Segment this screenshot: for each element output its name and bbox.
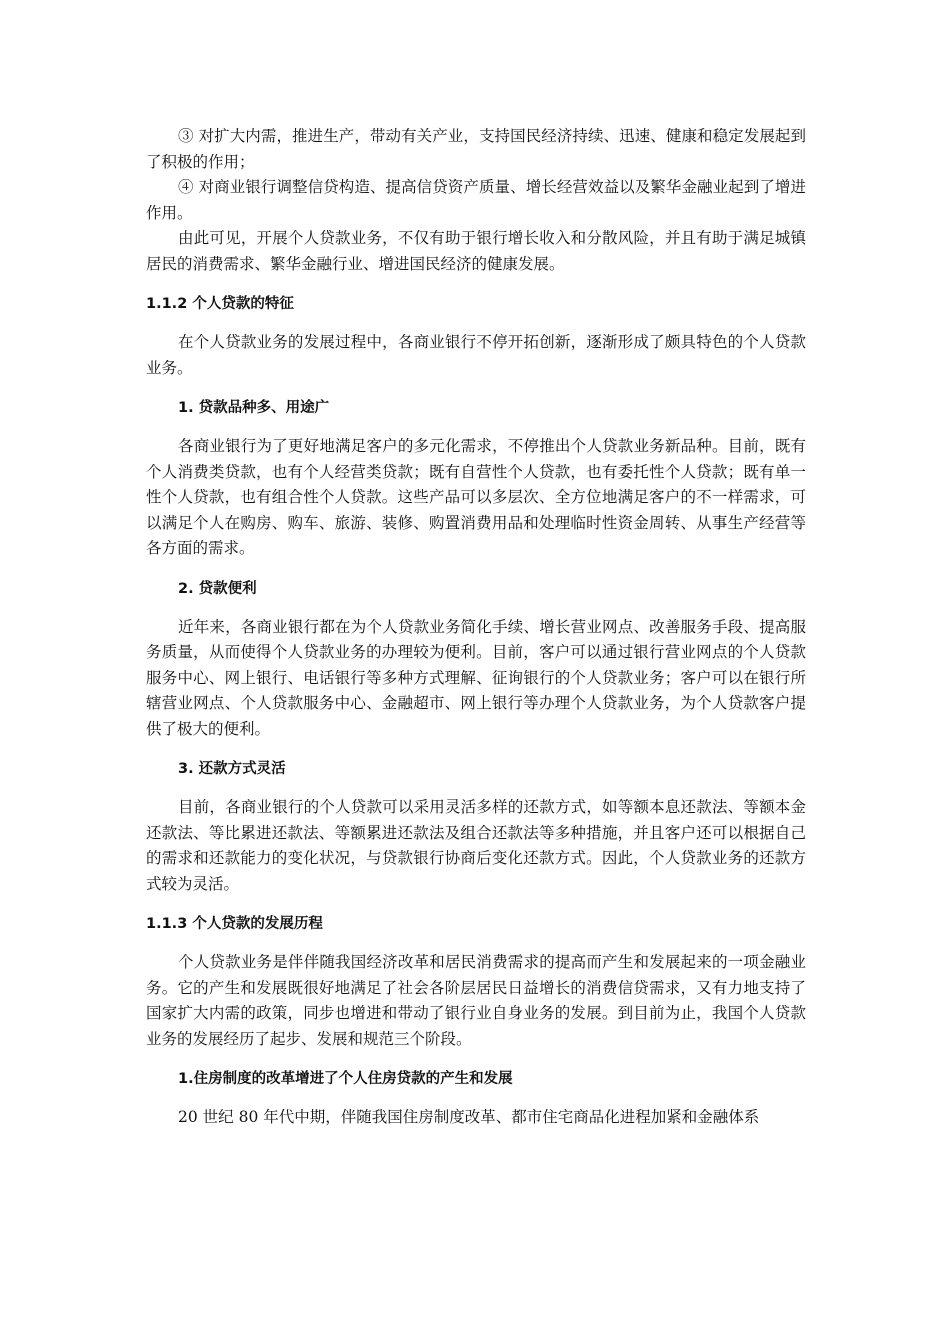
paragraph-housing-reform: 20 世纪 80 年代中期，伴随我国住房制度改革、都市住宅商品化进程加紧和金融体系: [178, 1108, 760, 1126]
document-page: [146, 124, 806, 1131]
subheading-housing-reform: 1.住房制度的改革增进了个人住房贷款的产生和发展: [178, 1071, 513, 1087]
section-1-1-2-intro: 在个人贷款业务的发展过程中，各商业银行不停开拓创新，逐渐形成了颇具特色的个人贷款业务。: [146, 333, 806, 377]
subheading-variety: 1. 贷款品种多、用途广: [178, 400, 330, 416]
section-1-1-3-intro: 个人贷款业务是伴伴随我国经济改革和居民消费需求的提高而产生和发展起来的一项金融业务。它的产生和发展既很好地满足了社会各阶层居民日益增长的消费信贷需求，又有力地支持了国家扩大内需的政策，同步也增进和带动了银行业自身业务的发展。到目前为止，我国个人贷款业务的发展经历了起步、发展和规范三个阶段。: [146, 953, 806, 1048]
section-heading-1-1-3: 1.1.3 个人贷款的发展历程: [146, 916, 323, 932]
paragraph-conclusion: 由此可见，开展个人贷款业务，不仅有助于银行增长收入和分散风险，并且有助于满足城镇居民的消费需求、繁华金融行业、增进国民经济的健康发展。: [146, 229, 806, 273]
paragraph-variety: 各商业银行为了更好地满足客户的多元化需求，不停推出个人贷款业务新品种。目前，既有个人消费类贷款，也有个人经营类贷款；既有自营性个人贷款，也有委托性个人贷款；既有单一性个人贷款，也有组合性个人贷款。这些产品可以多层次、全方位地满足客户的不一样需求，可以满足个人在购房、购车、旅游、装修、购置消费用品和处理临时性资金周转、从事生产经营等各方面的需求。: [146, 437, 806, 557]
subheading-convenience: 2. 贷款便利: [178, 580, 257, 597]
paragraph-convenience: 近年来，各商业银行都在为个人贷款业务简化手续、增长营业网点、改善服务手段、提高服务质量，从而使得个人贷款业务的办理较为便利。目前，客户可以通过银行营业网点的个人贷款服务中心、网上银行、电话银行等多种方式理解、征询银行的个人贷款业务；客户可以在银行所辖营业网点、个人贷款服务中心、金融超市、网上银行等办理个人贷款业务，为个人贷款客户提供了极大的便利。: [146, 617, 806, 738]
paragraph-item-3: ③ 对扩大内需，推进生产，带动有关产业，支持国民经济持续、迅速、健康和稳定发展起到了积极的作用；: [146, 127, 806, 171]
section-heading-1-1-2: 1.1.2 个人贷款的特征: [146, 296, 294, 312]
paragraph-repayment: 目前，各商业银行的个人贷款可以采用灵活多样的还款方式，如等额本息还款法、等额本金还款法、等比累进还款法、等额累进还款法及组合还款法等多种措施，并且客户还可以根据自己的需求和还款能力的变化状况，与贷款银行协商后变化还款方式。因此，个人贷款业务的还款方式较为灵活。: [146, 798, 806, 893]
subheading-repayment: 3. 还款方式灵活: [178, 761, 286, 777]
paragraph-item-4: ④ 对商业银行调整信贷构造、提高信贷资产质量、增长经营效益以及繁华金融业起到了增进作用。: [146, 178, 806, 222]
